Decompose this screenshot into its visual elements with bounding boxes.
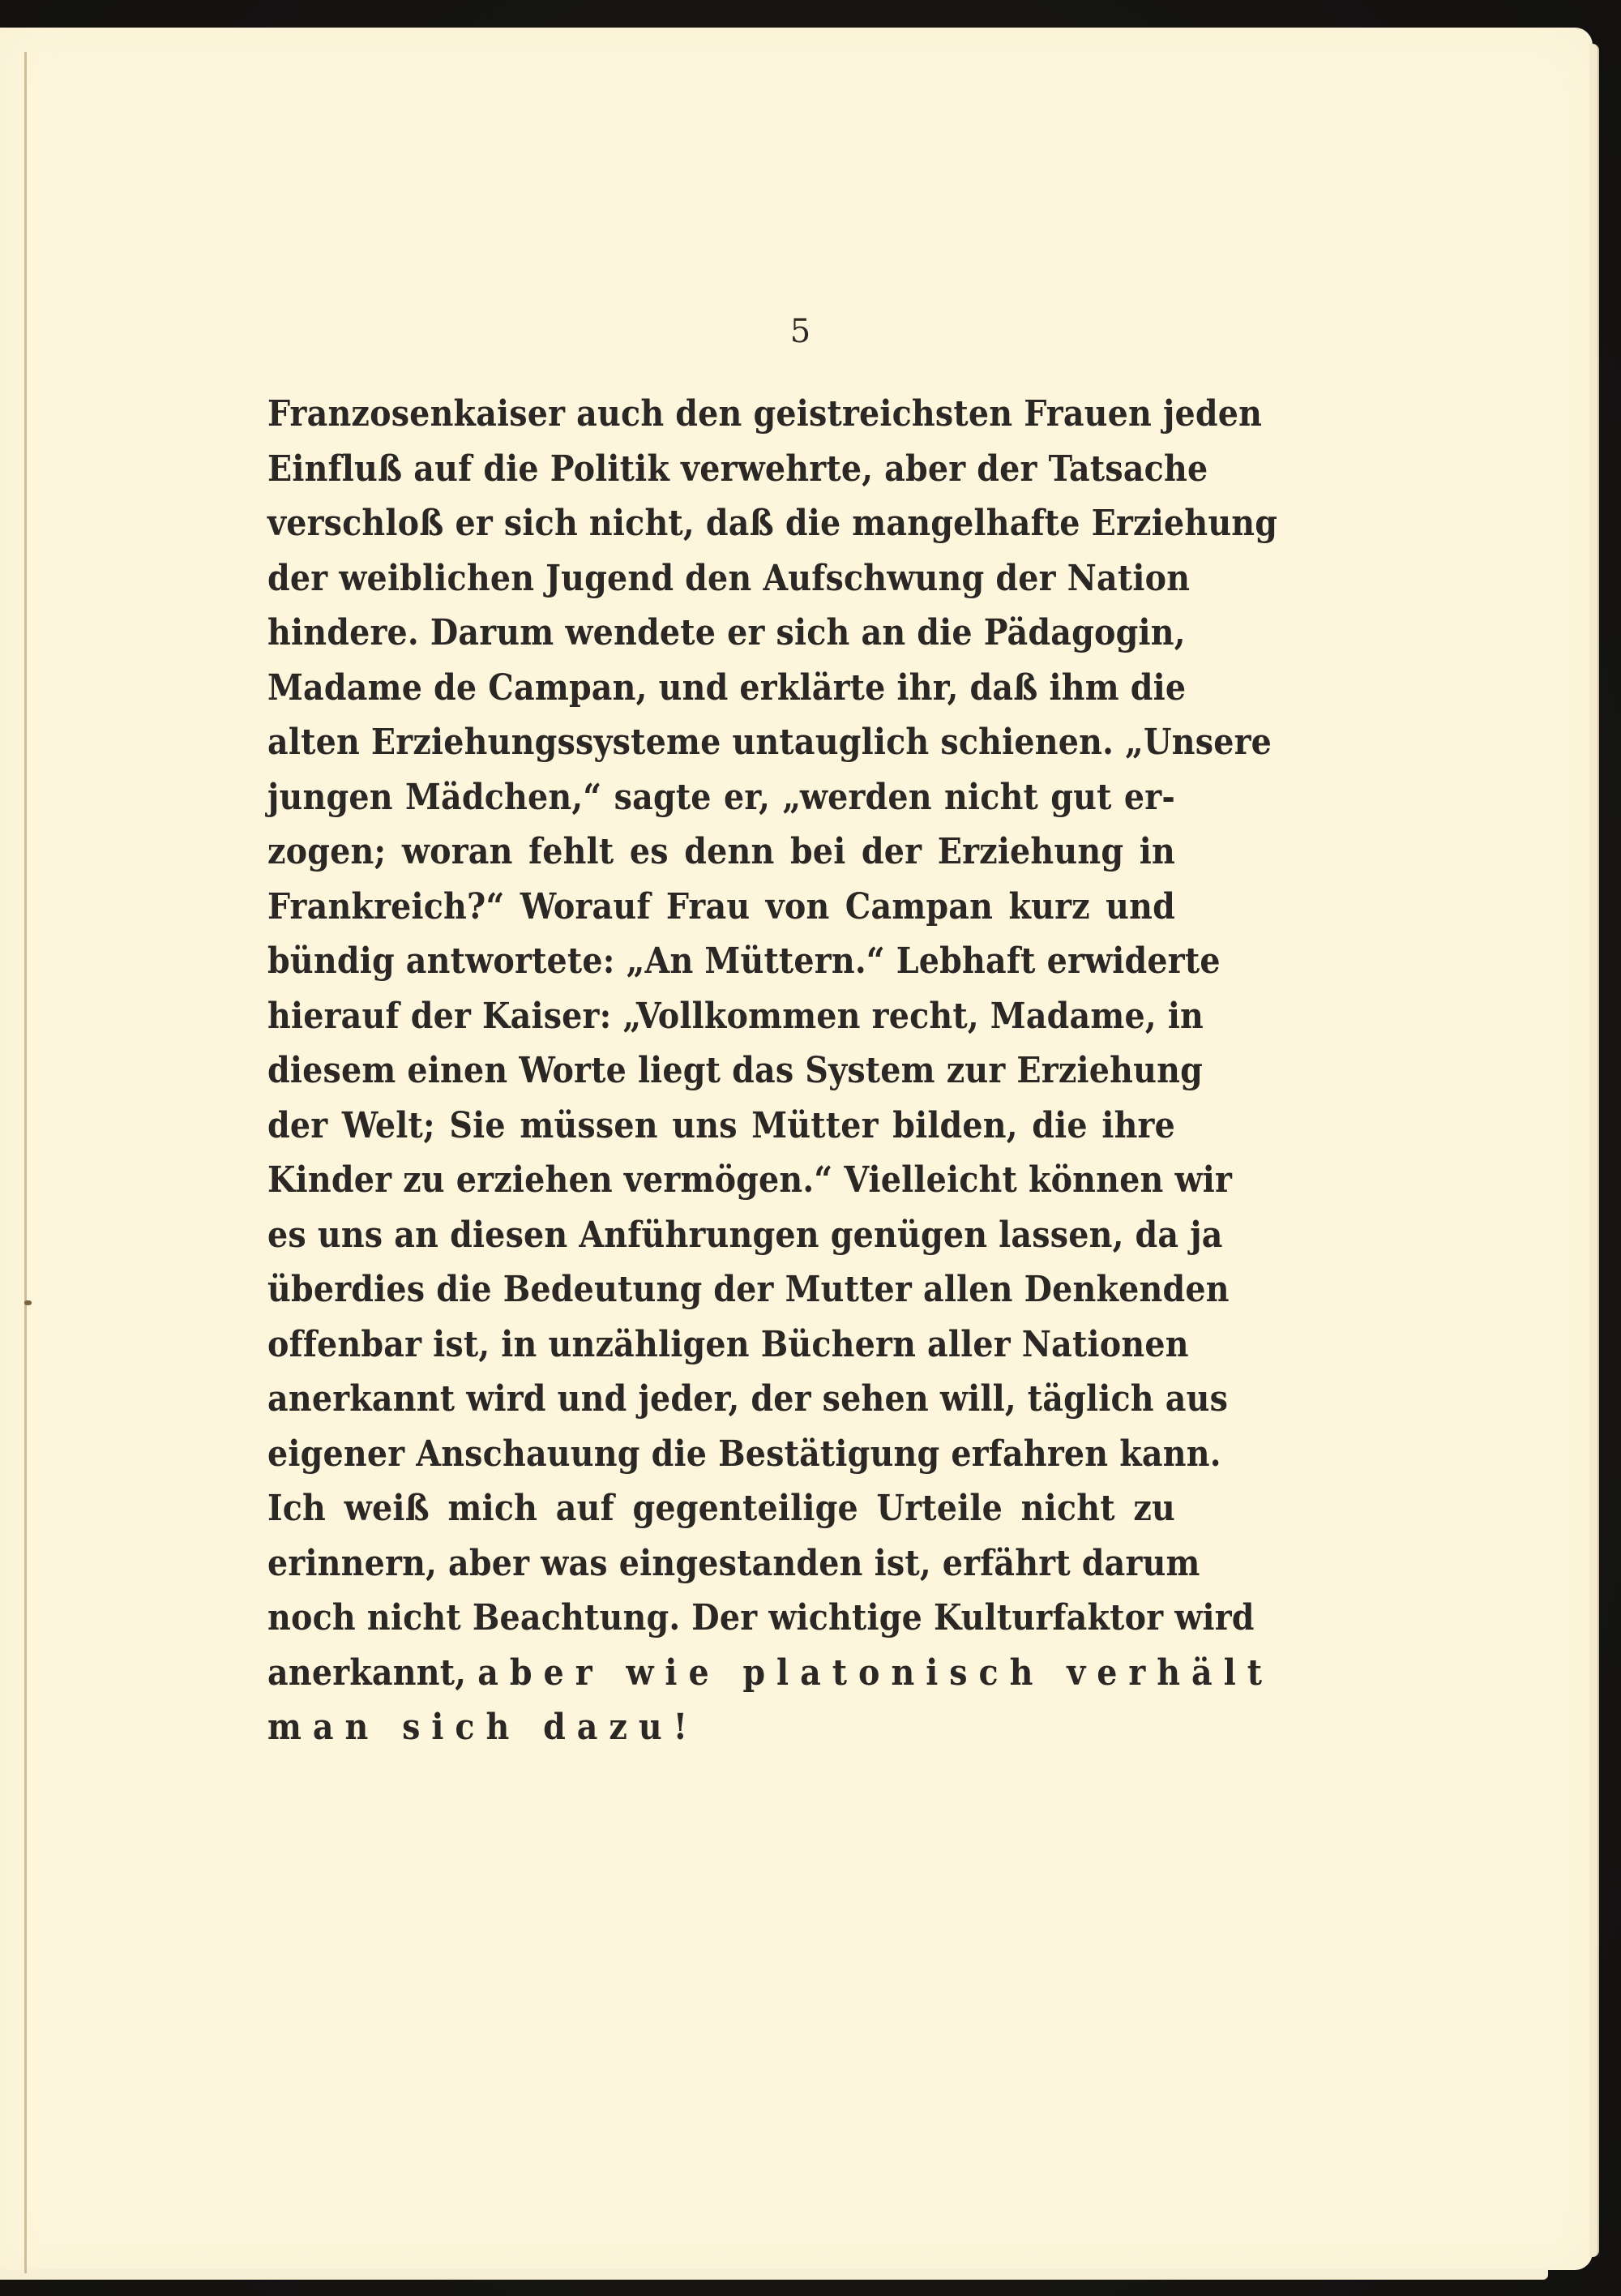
text-line: noch nicht Beachtung. Der wichtige Kulturfaktor wird	[267, 1597, 1255, 1638]
text-line: hierauf der Kaiser: „Vollkommen recht, Madame, in	[267, 995, 1204, 1037]
text-line: hindere. Darum wendete er sich an die Pädagogin,	[267, 612, 1186, 653]
text-line: es uns an diesen Anführungen genügen lassen, da ja	[267, 1214, 1223, 1256]
text-line: der weiblichen Jugend den Aufschwung der Nation	[267, 557, 1191, 599]
spaced-emphasis-text: man sich dazu!	[267, 1707, 699, 1748]
gutter-fold-line	[24, 52, 27, 2273]
text-line: Kinder zu erziehen vermögen.“ Vielleicht können wir	[267, 1159, 1233, 1201]
text-line-final	[267, 1700, 1175, 1755]
text-line: eigener Anschauung die Bestätigung erfahren kann.	[267, 1433, 1221, 1475]
body-paragraph	[267, 387, 1278, 1755]
page-stack-edge	[1589, 44, 1599, 2257]
text-line: Franzosenkaiser auch den geistreichsten Frauen jeden	[267, 393, 1263, 435]
text-line: verschloß er sich nicht, daß die mangelhafte Erziehung	[267, 503, 1278, 544]
text-line: Frankreich?“ Worauf Frau von Campan kurz und	[267, 885, 1175, 927]
text-line: alten Erziehungssysteme untauglich schienen. „Unsere	[267, 722, 1272, 763]
spaced-emphasis-text: aber wie platonisch verhält	[477, 1651, 1274, 1694]
text-segment: anerkannt,	[267, 1651, 467, 1694]
text-line: überdies die Bedeutung der Mutter allen Denkenden	[267, 1269, 1230, 1310]
book-page	[0, 28, 1593, 2270]
text-line: anerkannt wird und jeder, der sehen will, täglich aus	[267, 1378, 1229, 1420]
text-line: erinnern, aber was eingestanden ist, erfährt darum	[267, 1542, 1200, 1584]
text-line-emphasis	[267, 1646, 1274, 1701]
text-line: zogen; woran fehlt es denn bei der Erziehung in	[267, 831, 1175, 872]
text-line: jungen Mädchen,“ sagte er, „werden nicht gut er-	[267, 776, 1175, 818]
text-line: diesem einen Worte liegt das System zur Erziehung	[267, 1050, 1203, 1091]
gutter-spot	[24, 1300, 32, 1305]
text-line: Madame de Campan, und erklärte ihr, daß ihm die	[267, 666, 1187, 709]
text-line: Einfluß auf die Politik verwehrte, aber der Tatsache	[267, 448, 1208, 490]
text-line: offenbar ist, in unzähligen Büchern aller Nationen	[267, 1323, 1189, 1365]
text-line: Ich weiß mich auf gegenteilige Urteile nicht zu	[267, 1488, 1175, 1529]
text-line: der Welt; Sie müssen uns Mütter bilden, die ihre	[267, 1104, 1175, 1146]
page-number: 5	[789, 313, 811, 350]
page-bottom-edge	[0, 2269, 1548, 2280]
text-line: bündig antwortete: „An Müttern.“ Lebhaft erwiderte	[267, 940, 1221, 982]
